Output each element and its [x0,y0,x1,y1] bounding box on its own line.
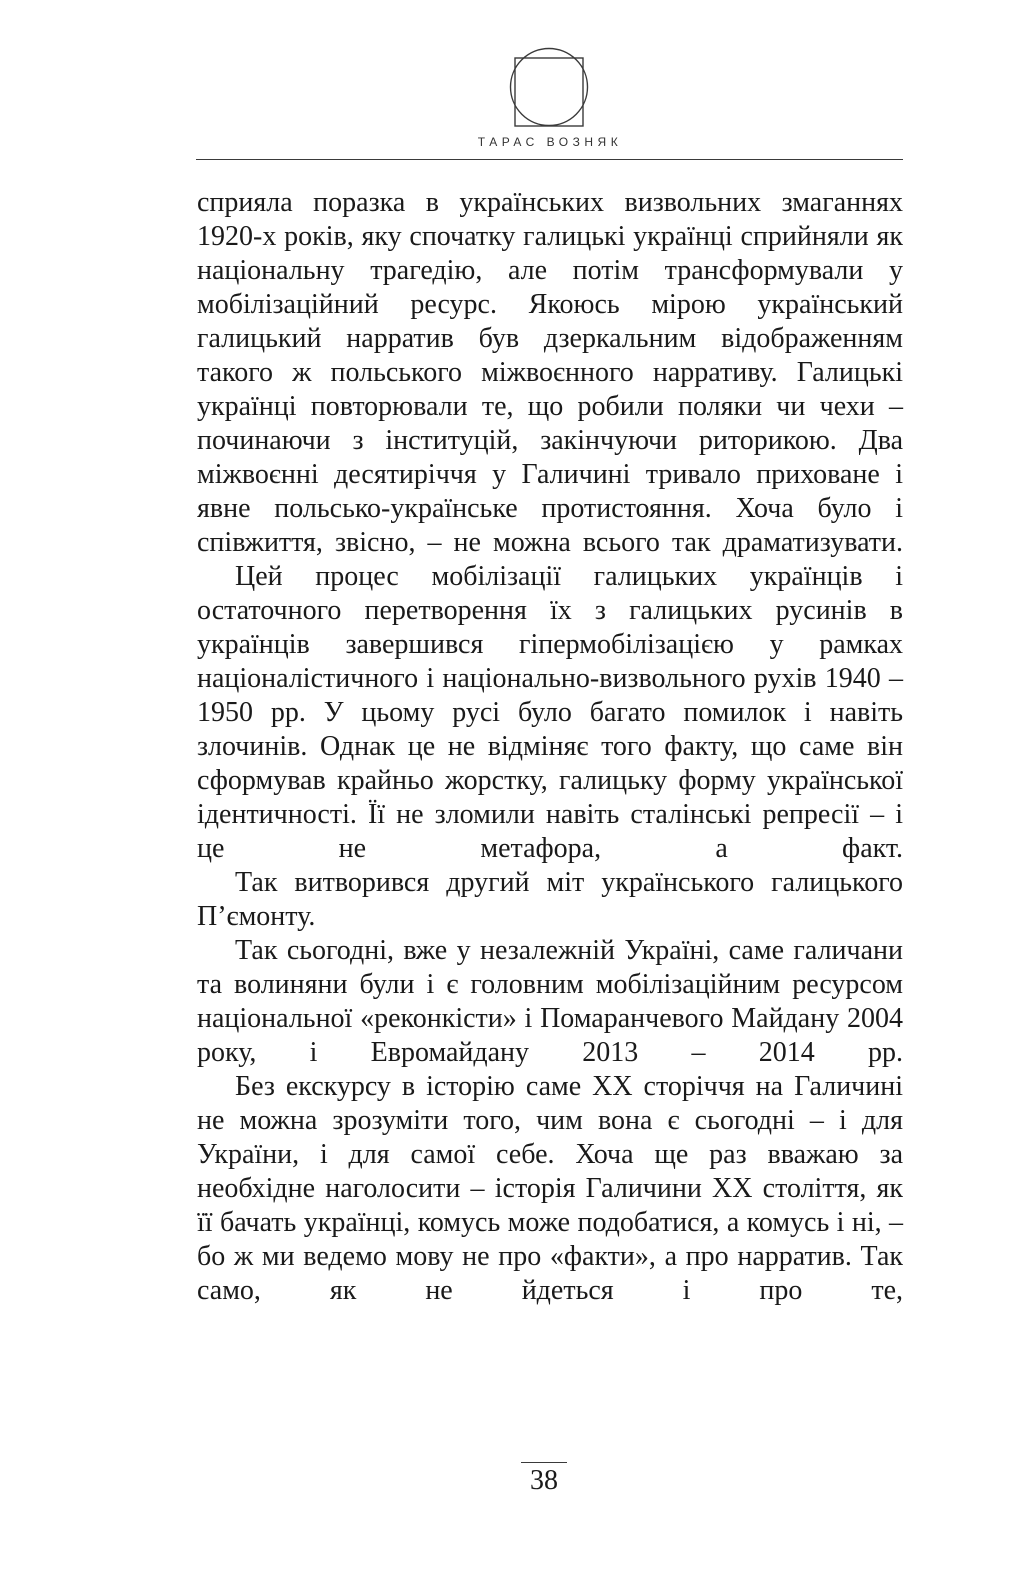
text-line: націоналістичного і національно-визвольного рухів [197,663,817,694]
text-line: Без екскурсу в історію саме ХХ сторіччя на [235,1071,784,1102]
page-number-rule [521,1462,567,1463]
paragraph-1 [197,186,903,560]
text-line: Цей процес мобілізації галицьких українців і [235,561,903,592]
page-number-block [512,1462,576,1497]
text-line: Так витворився другий міт українського галицького [235,867,903,898]
text-line: комусь і ні, – бо ж ми ведемо мову не про «факти», [197,1207,904,1272]
header-rule [196,159,903,160]
text-line: П’ємонту. [197,901,316,932]
text-line: міжвоєнні десятиріччя у Галичині тривало приховане [197,459,880,490]
text-line: необхідне наголосити – історія Галичини ХХ століття, [197,1173,867,1204]
text-line: остаточного перетворення їх з галицьких русинів в [197,595,903,626]
text-line: починаючи з інституцій, закінчуючи риторикою. Два [197,425,903,456]
text-line: як її бачать українці, комусь може подобатися, а [197,1173,904,1238]
text-line: 1940 – 1950 рр. У цьому русі було багато помилок і [197,663,903,728]
text-line: Галичині не можна зрозуміти того, чим вона є сьогодні [197,1071,904,1136]
text-line: галичани та волиняни були і є головним мобілізаційним [197,935,903,1000]
text-line: Так сьогодні, вже у незалежній Україні, саме [235,935,785,966]
text-line: як національну трагедію, але потім трансформували [197,221,903,286]
text-line: Майдану 2004 року, і Евромайдану 2013 – 2014 рр. [197,1003,903,1068]
circle-square-emblem-icon [508,46,590,128]
page-number: 38 [530,1465,558,1496]
text-line: українців завершився гіпермобілізацією у рамках [197,629,903,660]
text-line: – і для України, і для самої себе. Хоча ще раз вважаю за [197,1105,903,1170]
body-text [197,186,903,1308]
text-line: такого ж польського міжвоєнного нарративу. Галицькі [197,357,903,388]
text-line: українці повторювали те, що робили поляки чи чехи – [197,391,903,422]
text-line: форму української ідентичності. Її не зломили навіть [197,765,903,830]
text-line: сталінські репресії – і це не метафора, а факт. [197,799,903,864]
text-line: співжиття, звісно, – не можна всього так драматизувати. [197,527,903,558]
text-line: ресурсом національної «реконкісти» і Помаранчевого [197,969,903,1034]
text-line: у мобілізаційний ресурс. Якоюсь мірою український [197,255,903,320]
text-line: сприяла поразка в українських визвольних змаганнях [197,187,903,218]
text-line: і явне польсько-українське протистояння. Хоча було і [197,459,903,524]
text-line: а про нарратив. Так само, як не йдеться і про те, [197,1241,903,1306]
paragraph-5 [197,1070,903,1308]
text-line: 1920-х років, яку спочатку галицькі українці сприйняли [197,221,869,252]
paragraph-3 [197,866,903,934]
text-line: галицький нарратив був дзеркальним відображенням [197,323,903,354]
paragraph-2 [197,560,903,866]
running-header-author: ТАРАС ВОЗНЯК [477,135,623,149]
text-line: навіть злочинів. Однак це не відміняє того факту, [197,697,904,762]
text-line: що саме він сформував крайньо жорстку, галицьку [197,731,904,796]
paragraph-4 [197,934,903,1070]
